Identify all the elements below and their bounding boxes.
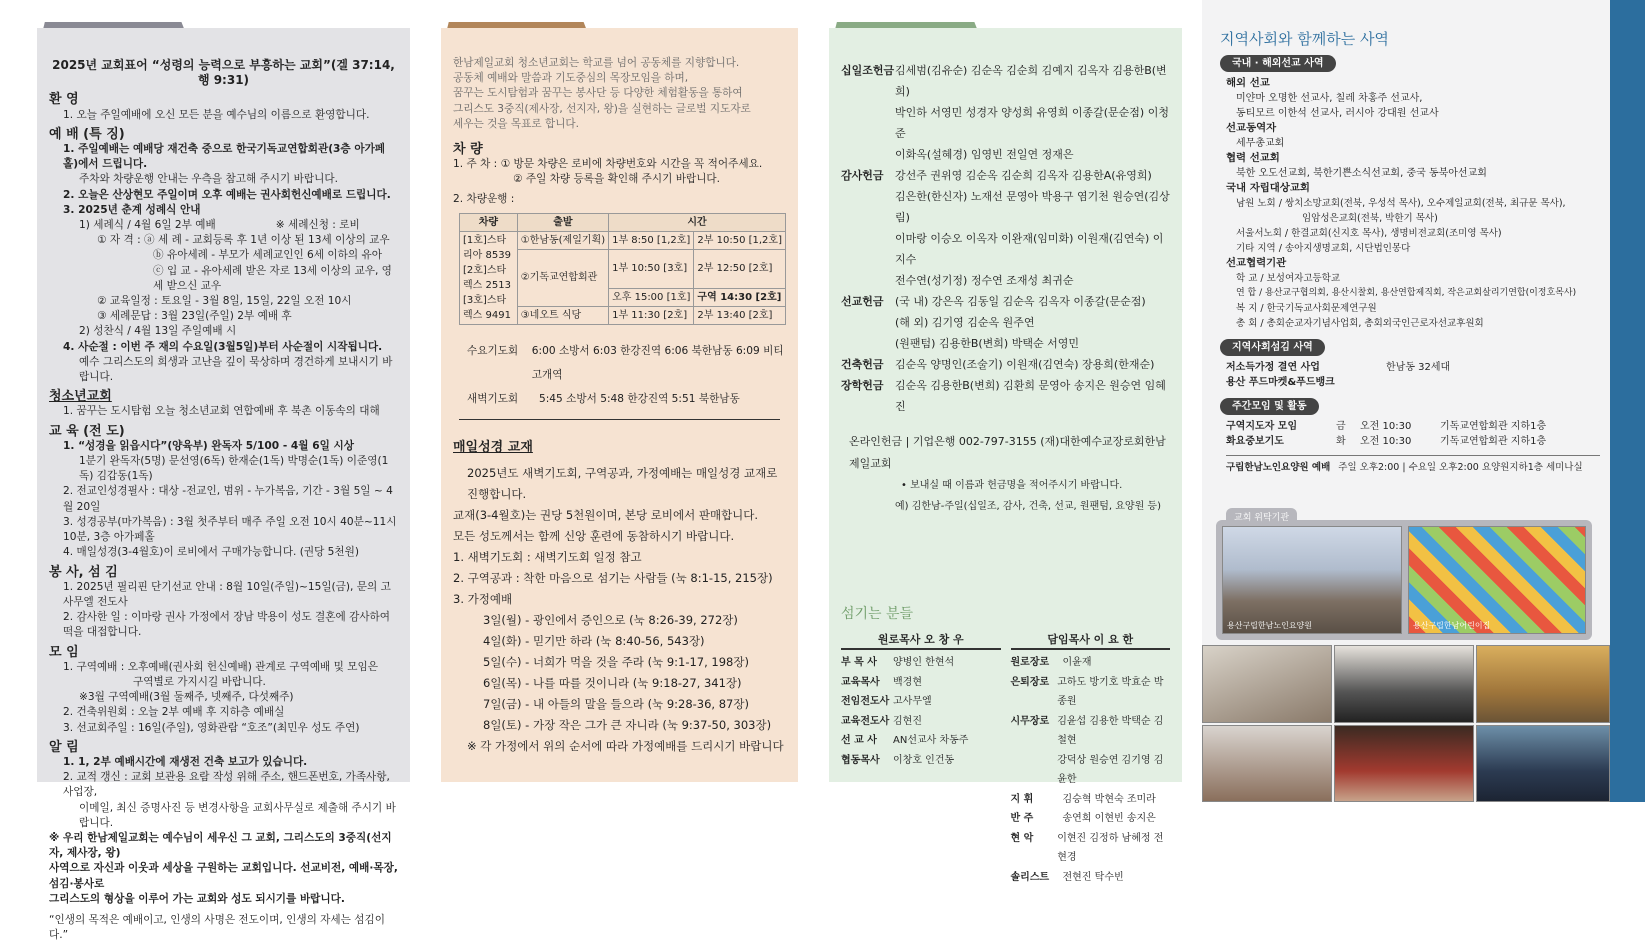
daily-line: 1. 새벽기도회 : 새벽기도회 일정 참고	[453, 550, 642, 565]
offering-row	[841, 60, 1170, 102]
year-motto: 2025년 교회표어 “성령의 능력으로 부흥하는 교회”(겔 37:14, 행 9:31)	[52, 58, 395, 88]
servant-role: 부 목 사	[841, 657, 877, 668]
edu-heading: 교 육 (전 도)	[49, 423, 125, 439]
servant-row	[841, 751, 1001, 771]
weekly-cell: 기독교연합회관 지하1층	[1440, 436, 1547, 447]
offering-row	[841, 354, 1170, 375]
servant-row	[1011, 829, 1171, 868]
servant-row	[1011, 868, 1171, 888]
offering-row	[841, 375, 1170, 417]
servant-row	[1011, 712, 1171, 751]
online-note: • 보내실 때 이름과 헌금명을 적어주시기 바랍니다.	[901, 480, 1123, 491]
servant-role: 현 악	[1010, 832, 1034, 844]
youth-text: 1. 꿈꾸는 도시탐험 오늘 청소년교회 연합예배 후 북촌 이동속의 대해	[63, 405, 380, 418]
dawn-label: 새벽기도회	[467, 393, 519, 406]
notice-line: 그리스도의 형상을 이루어 가는 교회와 성도 되시기를 바랍니다.	[49, 892, 345, 905]
gallery-photo	[1334, 725, 1474, 802]
assoc-heading: 협력 선교회	[1226, 152, 1280, 164]
domestic-line: 남원 노회 / 쌍치소망교회(전북, 우성석 목사), 오수제일교회(전북, 최규문 목사),	[1236, 198, 1566, 209]
offering-row	[841, 291, 1170, 312]
daycare-photo	[1408, 526, 1586, 634]
notice-line: 1. 1, 2부 예배시간에 재생전 건축 보고가 있습니다.	[63, 755, 308, 768]
servant-names: 고하도 방기호 박효순 박종원	[1057, 676, 1164, 707]
offering-type: 건축헌금	[841, 358, 884, 371]
offering-names: 김순옥 김용한B(변희) 김환희 문영아 송지은 원승연 임혜진	[895, 379, 1166, 413]
worship-line: ② 교육일정 : 토요일 - 3월 8일, 15일, 22일 오전 10시	[97, 295, 352, 308]
table-cell: 2부 12:50 [2호]	[694, 250, 786, 288]
servant-names: 이윤재	[1062, 657, 1092, 668]
meeting-line: 구역별로 가지시길 바랍니다.	[133, 675, 266, 688]
section-pill: 국내 · 해외선교 사역	[1220, 55, 1336, 72]
servant-row	[841, 692, 1001, 712]
parking-line: 1. 주 차 : ① 방문 차량은 로비에 차량번호와 시간을 꼭 적어주세요.	[453, 158, 763, 171]
daily-line: 2. 구역공과 : 착한 마음으로 섬기는 사람들 (눅 8:1-15, 215장)	[453, 571, 773, 586]
worship-line: 2. 오늘은 산상현모 주일이며 오후 예배는 권사회헌신예배로 드립니다.	[63, 188, 391, 201]
church-news-panel	[37, 28, 410, 942]
servant-row	[841, 653, 1001, 673]
notice-heading: 알 림	[49, 739, 79, 755]
inst-heading: 선교협력기관	[1226, 257, 1287, 269]
servant-role: 반 주	[1010, 813, 1034, 824]
table-cell: 2부 10:50 [1,2호]	[694, 232, 786, 250]
servant-names: 백경현	[893, 676, 922, 688]
weekly-row	[1220, 434, 1600, 449]
offering-type	[841, 228, 895, 270]
servant-names: 이현진 김정하 남혜정 전현경	[1057, 832, 1164, 863]
servant-role	[1011, 751, 1058, 790]
edu-line: 4. 매일성경(3-4월호)이 로비에서 구매가능합니다. (권당 5천원)	[63, 546, 360, 559]
weekly-cell: 기독교연합회관 지하1층	[1440, 421, 1547, 432]
table-cell: ③네오트 식당	[517, 306, 608, 324]
worship-line: ⓑ 유아세례 - 부모가 세례교인인 6세 이하의 유아	[153, 249, 382, 262]
offerings-panel	[829, 28, 1182, 883]
intro-line: 그리스도 3중직(제사장, 선지자, 왕)을 실현하는 글로벌 지도자로	[453, 102, 751, 115]
worship-line: ※ 세례신청 : 로비	[275, 219, 360, 232]
notice-line: 사역으로 자신과 이웃과 세상을 구원하는 교회입니다. 선교비전, 예배·목장, 섬김·봉사로	[49, 862, 398, 890]
servant-role: 은퇴장로	[1010, 676, 1050, 688]
gallery-photo	[1202, 725, 1332, 802]
weekly-cell: 화	[1336, 436, 1346, 447]
photo-frame-label: 교회 위탁기관	[1226, 508, 1297, 525]
daily-bible-heading: 매일성경 교재	[453, 440, 533, 456]
local-value: 한남동 32세대	[1386, 362, 1451, 373]
notice-line: 이메일, 최신 증명사진 등 변경사항을 교회사무실로 제출해 주시기 바랍니다.	[79, 801, 396, 829]
servant-role: 시무장로	[1010, 715, 1050, 727]
weekly-cell: 오전 10:30	[1360, 436, 1412, 447]
domestic-line: 서울서노회 / 한결교회(신지호 목사), 생명비전교회(조미영 목사)	[1236, 228, 1502, 239]
parking-heading: 차 량	[453, 142, 483, 158]
divider	[459, 419, 780, 420]
inst-line: 복 지 / 한국기독교사회문제연구원	[1236, 303, 1377, 314]
edu-line: 1. “성경을 읽읍시다”(양육부) 완독자 5/100 - 4월 6일 시상	[63, 439, 354, 452]
worship-heading: 예 배 (특 징)	[49, 126, 125, 142]
photo-caption: 용산구립한남노인요양원	[1227, 621, 1313, 630]
domestic-line: 기타 지역 / 송아지생명교회, 시단법인몽다	[1236, 243, 1411, 254]
offering-names: 박인하 서영민 성경자 양성희 유영희 이종갈(문순점) 이청준	[895, 106, 1169, 140]
church-photo-gallery	[1202, 643, 1610, 802]
offering-names: 이마랑 이승오 이옥자 이완재(임미화) 이원재(김연숙) 이지수	[895, 232, 1164, 266]
nursing-home-photo	[1222, 526, 1402, 634]
local-item: 저소득가정 결연 사업	[1226, 362, 1320, 373]
offering-type	[841, 333, 895, 354]
overseas-line: 미얀마 오명한 선교사, 칠레 차홍주 선교사,	[1236, 93, 1423, 104]
meeting-line: 1. 구역예배 : 오후예배(권사회 헌신예배) 관계로 구역예배 및 모임은	[63, 660, 378, 673]
gallery-photo	[1476, 645, 1610, 723]
community-title: 지역사회와 함께하는 사역	[1220, 30, 1389, 48]
servant-row	[841, 673, 1001, 693]
servant-names: 강덕상 원승연 김기영 김윤한	[1057, 754, 1164, 785]
family-line: 5일(수) - 너희가 먹을 것을 주라 (눅 9:1-17, 198장)	[483, 655, 749, 670]
servant-names: 이창호 인건동	[893, 754, 955, 766]
servant-names: AN선교사 차동주	[893, 735, 969, 746]
edu-line: 3. 성경공부(마가복음) : 3월 첫주부터 매주 주일 오전 10시 40분~11시 10분, 3층 아가페홀	[63, 515, 397, 544]
family-note: ※ 각 가정에서 위의 순서에 따라 가정예배를 드리시기 바랍니다	[467, 739, 784, 754]
offering-names: (국 내) 강은옥 김동일 김순옥 김옥자 이종갈(문순점)	[895, 295, 1146, 308]
table-cell: ②기독교연합회관	[517, 250, 608, 307]
community-panel	[1202, 0, 1610, 802]
dawn-times: 5:45 소방서 5:48 한강진역 5:51 북한남동	[539, 393, 740, 406]
offering-names: 김세범(김유순) 김순옥 김순희 김예지 김옥자 김용한B(변희)	[895, 64, 1167, 98]
section-pill: 지역사회섬김 사역	[1220, 339, 1325, 356]
nursing-label: 구립한남노인요양원 예배	[1226, 462, 1331, 473]
side-band	[1610, 0, 1645, 802]
table-cell: 1부 8:50 [1,2호]	[609, 232, 694, 250]
offering-names: 이화옥(설혜경) 임영빈 전일연 정재은	[895, 148, 1074, 161]
meeting-line: ※3월 구역예배(3월 둘째주, 넷째주, 다섯째주)	[79, 691, 294, 704]
meeting-line: 3. 선교회주일 : 16일(주일), 영화관람 “호조”(최민우 성도 주연)	[63, 721, 360, 734]
service-line: 2. 감사한 일 : 이마랑 권사 가정에서 장남 박용이 성도 결혼에 감사하여 떡을 대접합니다.	[63, 611, 391, 639]
worship-line: 3. 2025년 춘계 성례식 안내	[63, 203, 201, 216]
servant-role: 교육목사	[841, 676, 880, 688]
overseas-line: 동티모르 이한석 선교사, 러시아 강대원 선교사	[1236, 108, 1439, 119]
gallery-photo	[1202, 645, 1332, 723]
coop-heading: 선교동역자	[1226, 122, 1277, 134]
welcome-heading: 환 영	[49, 92, 79, 108]
servant-role: 지 휘	[1010, 793, 1034, 805]
offering-names: 전수연(성기정) 정수연 조재성 최귀순	[895, 274, 1074, 287]
worship-line: 1. 주일예배는 예배당 재건축 중으로 한국기독교연합회관(3층 아가페홀)에서 드립니다.	[63, 143, 386, 171]
worship-line: 4. 사순절 : 이번 주 재의 수요일(3월5일)부터 사순절이 시작됩니다.	[63, 340, 383, 353]
weekly-cell: 구역지도자 모임	[1226, 421, 1298, 432]
shuttle-table	[459, 213, 786, 325]
family-line: 8일(토) - 가장 작은 그가 큰 자니라 (눅 9:37-50, 303장)	[483, 718, 772, 733]
servant-names: 고사무엘	[893, 696, 932, 707]
servant-row	[841, 731, 1001, 751]
local-item: 용산 푸드마켓&푸드뱅크	[1226, 377, 1335, 388]
notice-line: ※ 우리 한남제일교회는 예수님이 세우신 그 교회, 그리스도의 3중직(선지자, 제사장, 왕)	[49, 831, 392, 860]
servant-names: 양병인 한현석	[893, 657, 955, 668]
servant-role: 전임전도사	[841, 696, 890, 707]
table-cell: 오후 15:00 [1호]	[609, 288, 694, 306]
offering-type: 십일조헌금	[841, 64, 895, 77]
senior-pastor: 담임목사 이 요 한	[1011, 631, 1171, 650]
meeting-line: 2. 건축위원회 : 오늘 2부 예배 후 지하층 예배실	[63, 706, 285, 719]
offering-row	[841, 102, 1170, 144]
table-cell: 1부 10:50 [3호]	[609, 250, 694, 288]
domestic-line: 임암성은교회(전북, 박한기 목사)	[1302, 213, 1438, 224]
offering-type	[841, 102, 895, 144]
worship-line: ③ 세례문답 : 3월 23일(주일) 2부 예배 후	[97, 310, 292, 323]
servant-role: 협동목사	[841, 754, 880, 766]
parking-line: 2. 차량운행 :	[453, 192, 515, 205]
daily-line: 교재(3-4월호)는 권당 5천원이며, 본당 로비에서 판매합니다.	[453, 508, 759, 523]
offering-type: 감사헌금	[841, 169, 884, 182]
coop-text: 세무총교회	[1236, 138, 1285, 149]
servant-names: 김현진	[893, 715, 922, 727]
daily-line: 모든 성도께서는 함께 신앙 훈련에 동참하시기 바랍니다.	[453, 529, 735, 544]
welcome-text: 1. 오늘 주일예배에 오신 모든 분을 예수님의 이름으로 환영합니다.	[63, 108, 370, 121]
gallery-photo	[1334, 645, 1474, 723]
offering-row	[841, 312, 1170, 333]
servant-role: 교육전도사	[841, 715, 890, 727]
weekly-cell: 금	[1336, 421, 1346, 432]
daily-line: 3. 가정예배	[453, 592, 513, 607]
offering-type	[841, 270, 895, 291]
intro-line: 꿈꾸는 도시탐험과 꿈꾸는 봉사단 등 다양한 체험활동을 통하여	[453, 87, 743, 100]
online-note: 예) 김한남-주일(십일조, 감사, 건축, 선교, 원팬텀, 요양원 등)	[895, 501, 1161, 512]
online-offering: 온라인헌금 | 기업은행 002-797-3155 (재)대한예수교장로회한남제일교회	[849, 435, 1166, 470]
servants-section	[829, 603, 1182, 887]
partner-photos	[1216, 513, 1592, 640]
worship-line: ① 자 격 : ⓐ 세 례 - 교회등록 후 1년 이상 된 13세 이상의 교우	[97, 234, 390, 247]
servant-row	[1011, 809, 1171, 829]
daily-line: 2025년도 새벽기도회, 구역공과, 가정예배는 매일성경 교재로 진행합니다.	[467, 466, 778, 502]
table-cell: 구역 14:30 [2호]	[694, 288, 786, 306]
offering-row	[841, 165, 1170, 186]
inst-line: 연 합 / 용산교구협의회, 용산시찰회, 용산연합제직회, 작은교회살리기연합(이정호목사)	[1236, 288, 1577, 298]
table-cell: 2부 13:40 [2호]	[694, 306, 786, 324]
offering-type: 선교헌금	[841, 295, 884, 308]
domestic-heading: 국내 자립대상교회	[1226, 182, 1310, 194]
family-line: 6일(목) - 나를 따를 것이니라 (눅 9:18-27, 341장)	[483, 676, 742, 691]
servant-row	[1011, 673, 1171, 712]
intro-line: 공동체 예배와 말씀과 기도중심의 목장모임을 하며,	[453, 72, 689, 85]
weekly-row	[1220, 419, 1600, 434]
photo-caption: 용산구립한남어린이집	[1413, 621, 1491, 630]
weekly-cell: 오전 10:30	[1360, 421, 1412, 432]
nursing-times: 주일 오후2:00 | 수요일 오후2:00 요양원지하1층 세미나실	[1338, 462, 1583, 473]
offering-type	[841, 186, 895, 228]
offering-names: 김순옥 양명인(조술기) 이원재(김연숙) 장용희(한재순)	[895, 358, 1155, 371]
wed-times: 6:00 소방서 6:03 한강진역 6:06 북한남동 6:09 비티고개역	[531, 345, 784, 382]
offering-names: 강선주 권위영 김순옥 김순희 김옥자 김용한A(유영희)	[895, 169, 1152, 182]
offering-row	[841, 228, 1170, 270]
edu-line: 1분기 완독자(5명) 문선영(6독) 한재순(1독) 박명순(1독) 이준영(1독) 김갑동(1독)	[79, 455, 389, 483]
elder-pastor: 원로목사 오 창 우	[841, 631, 1001, 650]
weekly-cell: 화요중보기도	[1226, 436, 1284, 447]
wed-label: 수요기도회	[467, 345, 519, 358]
family-line: 4일(화) - 믿기만 하라 (눅 8:40-56, 543장)	[483, 634, 705, 649]
worship-line: ⓒ 입 교 - 유아세례 받은 자로 13세 이상의 교우, 영세 받으신 교우	[153, 264, 392, 292]
table-cell: 1부 11:30 [2호]	[609, 306, 694, 324]
servant-row	[1011, 653, 1171, 673]
table-header: 차량	[460, 213, 518, 231]
offering-type	[841, 144, 895, 165]
offering-names: (원팬텀) 김용한B(변희) 박택순 서영민	[895, 337, 1079, 350]
intro-line: 한남제일교회 청소년교회는 학교를 넘어 공동체를 지향합니다.	[453, 57, 740, 69]
worship-line: 1) 세례식 / 4월 6일 2부 예배	[79, 219, 216, 232]
offering-names: 김은한(한신자) 노재선 문영아 박용구 염기천 원승연(김상림)	[895, 190, 1170, 224]
servant-role: 원로장로	[1010, 657, 1050, 668]
offering-type: 장학헌금	[841, 379, 884, 392]
table-header: 출발	[517, 213, 608, 231]
worship-line: 예수 그리스도의 희생과 고난을 깊이 묵상하며 경건하게 보내시기 바랍니다.	[79, 355, 393, 384]
quote: “인생의 목적은 예배이고, 인생의 사명은 전도이며, 인생의 자세는 섬김이다.”	[49, 913, 385, 942]
servant-row	[1011, 790, 1171, 810]
assoc-text: 북한 오도선교회, 북한기쁜소식선교회, 중국 동북아선교회	[1236, 168, 1487, 179]
servant-role: 선 교 사	[841, 735, 877, 746]
offering-row	[841, 270, 1170, 291]
servant-names: 전현진 탁수빈	[1062, 871, 1124, 883]
meeting-heading: 모 임	[49, 644, 79, 660]
overseas-heading: 해외 선교	[1226, 77, 1270, 89]
service-line: 1. 2025년 필리핀 단기선교 안내 : 8월 10일(주일)~15일(금), 문의 고사무엘 전도사	[63, 580, 391, 608]
intro-line: 세우는 것을 목표로 합니다.	[453, 117, 580, 130]
youth-heading: 청소년교회	[49, 389, 112, 405]
offering-row	[841, 186, 1170, 228]
servants-title: 섬기는 분들	[841, 606, 914, 622]
inst-line: 총 회 / 총회순교자기념사업회, 총회외국인근로자선교후원회	[1236, 318, 1484, 329]
notice-line: 2. 교적 갱신 : 교회 보관용 요람 작성 위해 주소, 핸드폰번호, 가족사항, 사업장,	[63, 771, 390, 799]
edu-line: 2. 전교인성경필사 : 대상 -전교인, 범위 - 누가복음, 기간 - 3월 5일 ~ 4월 20일	[63, 485, 393, 513]
servant-names: 김승혁 박현숙 조미라	[1062, 793, 1156, 805]
family-line: 7일(금) - 내 아들의 말을 들으라 (눅 9:28-36, 87장)	[483, 697, 749, 712]
offering-row	[841, 144, 1170, 165]
gallery-photo	[1476, 725, 1610, 802]
service-heading: 봉 사, 섬 김	[49, 564, 118, 580]
inst-line: 학 교 / 보성여자고등학교	[1236, 273, 1341, 284]
servant-row	[841, 712, 1001, 732]
servant-row	[1011, 751, 1171, 790]
family-line: 3일(월) - 광인에서 증인으로 (눅 8:26-39, 272장)	[483, 613, 738, 628]
table-cell: ①한남동(제일기획)	[517, 232, 608, 250]
offering-names: (해 외) 김기영 김순옥 원주연	[895, 316, 1035, 329]
youth-church-panel	[441, 28, 798, 782]
offering-row	[841, 333, 1170, 354]
worship-line: 2) 성찬식 / 4월 13일 주일예배 시	[79, 325, 237, 338]
car-list: [1호]스타리아 8539 [2호]스타렉스 2513 [3호]스타렉스 9491	[460, 232, 518, 325]
table-header: 시간	[609, 213, 786, 231]
offering-type	[841, 312, 895, 333]
servant-names: 김윤섭 김용한 박택순 김철현	[1057, 715, 1164, 746]
worship-line: 주차와 차량운행 안내는 우측을 참고해 주시기 바랍니다.	[79, 173, 338, 186]
offering-list	[841, 60, 1170, 417]
servant-names: 송연희 이현빈 송지은	[1062, 813, 1156, 824]
parking-line: ② 주일 차량 등록을 확인해 주시기 바랍니다.	[513, 173, 721, 186]
servant-role: 솔리스트	[1010, 871, 1050, 883]
section-pill: 주간모임 및 활동	[1220, 398, 1319, 415]
